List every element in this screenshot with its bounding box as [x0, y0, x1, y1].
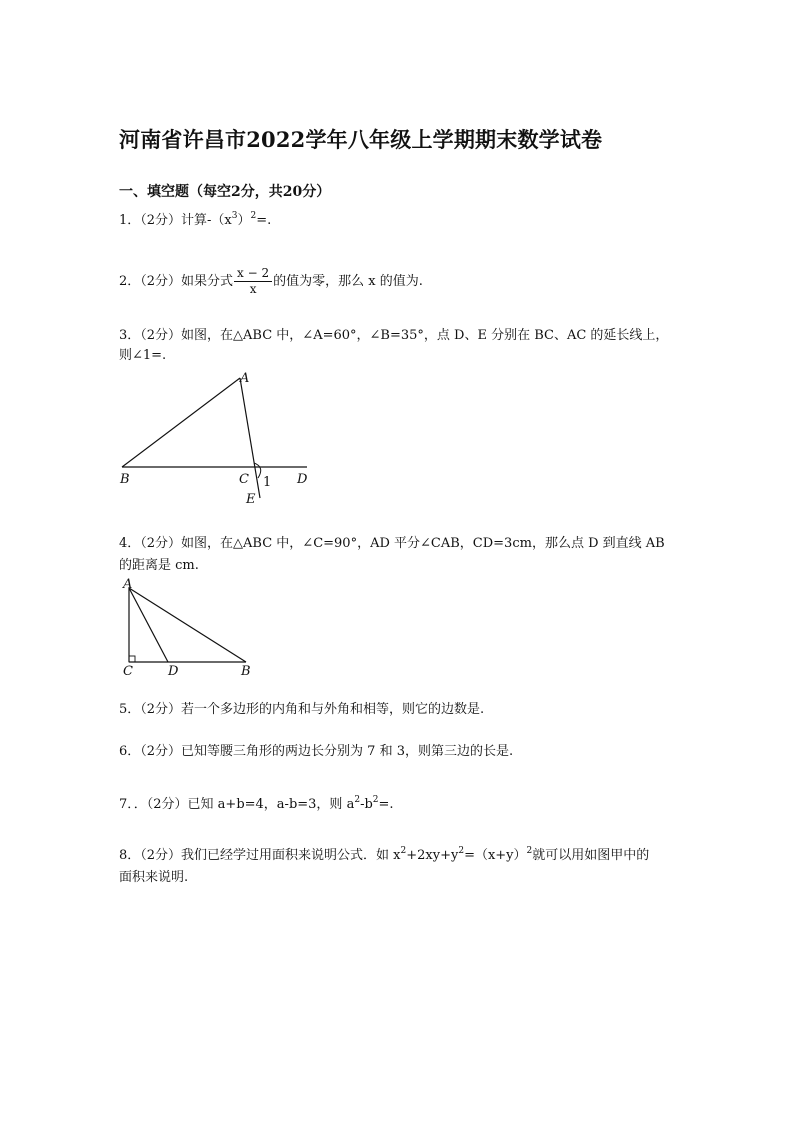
q8-part-1: 8．（2分）我们已经学过用面积来说明公式．如 x — [119, 848, 401, 863]
q3-label-a: A — [240, 371, 250, 386]
q3-triangle-figure — [115, 368, 325, 508]
q2-denominator: x — [249, 282, 257, 296]
q1-suffix: =. — [256, 213, 272, 228]
question-3-line-2: 则∠1=. — [119, 348, 167, 363]
q2-suffix: 的值为零，那么 x 的值为. — [273, 274, 423, 289]
q8-part-4: 就可以用如图甲中的 — [532, 848, 650, 863]
q1-prefix: 1．（2分）计算-（x — [119, 213, 232, 228]
q4-label-a: A — [123, 577, 133, 592]
q4-triangle-figure — [115, 575, 260, 680]
question-6: 6．（2分）已知等腰三角形的两边长分别为 7 和 3，则第三边的长是. — [119, 744, 514, 759]
q3-label-d: D — [297, 472, 308, 487]
q3-label-c: C — [239, 472, 249, 487]
question-2 — [119, 266, 679, 297]
q8-exponent-1: 2 — [400, 846, 407, 856]
q8-exponent-2: 2 — [458, 846, 465, 856]
question-5: 5．（2分）若一个多边形的内角和与外角和相等，则它的边数是. — [119, 702, 485, 717]
q3-label-b: B — [120, 472, 130, 487]
question-3-line-1: 3．（2分）如图，在△ABC 中，∠A=60°，∠B=35°，点 D、E 分别在 BC、AC 的延长线上， — [119, 328, 669, 343]
q7-suffix: =. — [378, 797, 394, 812]
q3-label-angle: 1 — [263, 475, 272, 490]
q7-exponent-b: 2 — [372, 795, 379, 805]
q1-exponent-inner: 3 — [231, 211, 238, 221]
q2-prefix: 2．（2分）如果分式 — [119, 274, 234, 289]
section-heading: 一、填空题（每空2分，共20分） — [119, 184, 331, 200]
q8-part-3: =（x+y） — [464, 848, 527, 863]
q4-line-ab — [129, 588, 246, 662]
exam-title: 河南省许昌市2022学年八年级上学期期末数学试卷 — [119, 127, 603, 152]
q3-line-ba — [122, 378, 240, 467]
q7-exponent-a: 2 — [354, 795, 361, 805]
q7-mid: -b — [360, 797, 373, 812]
q2-fraction — [234, 266, 272, 297]
question-7 — [119, 794, 679, 816]
q4-label-c: C — [123, 664, 133, 679]
q4-label-d: D — [168, 664, 179, 679]
question-4-line-2: 的距离是 cm. — [119, 558, 199, 573]
q4-line-ad — [129, 588, 168, 662]
question-4-line-1: 4．（2分）如图，在△ABC 中，∠C=90°，AD 平分∠CAB，CD=3cm，那么点 D 到直线 AB — [119, 536, 665, 551]
question-1 — [119, 210, 679, 232]
q8-part-2: +2xy+y — [406, 848, 459, 863]
q1-mid: ） — [237, 213, 251, 228]
q1-exponent-outer: 2 — [250, 211, 257, 221]
q4-label-b: B — [241, 664, 251, 679]
question-8-line-1 — [119, 845, 679, 867]
q7-prefix: 7．．（2分）已知 a+b=4，a-b=3，则 a — [119, 797, 355, 812]
question-8-line-2: 面积来说明. — [119, 870, 189, 885]
q8-exponent-3: 2 — [526, 846, 533, 856]
q4-right-angle-mark — [129, 656, 135, 662]
q3-label-e: E — [246, 492, 256, 507]
q2-numerator: x − 2 — [234, 266, 272, 282]
